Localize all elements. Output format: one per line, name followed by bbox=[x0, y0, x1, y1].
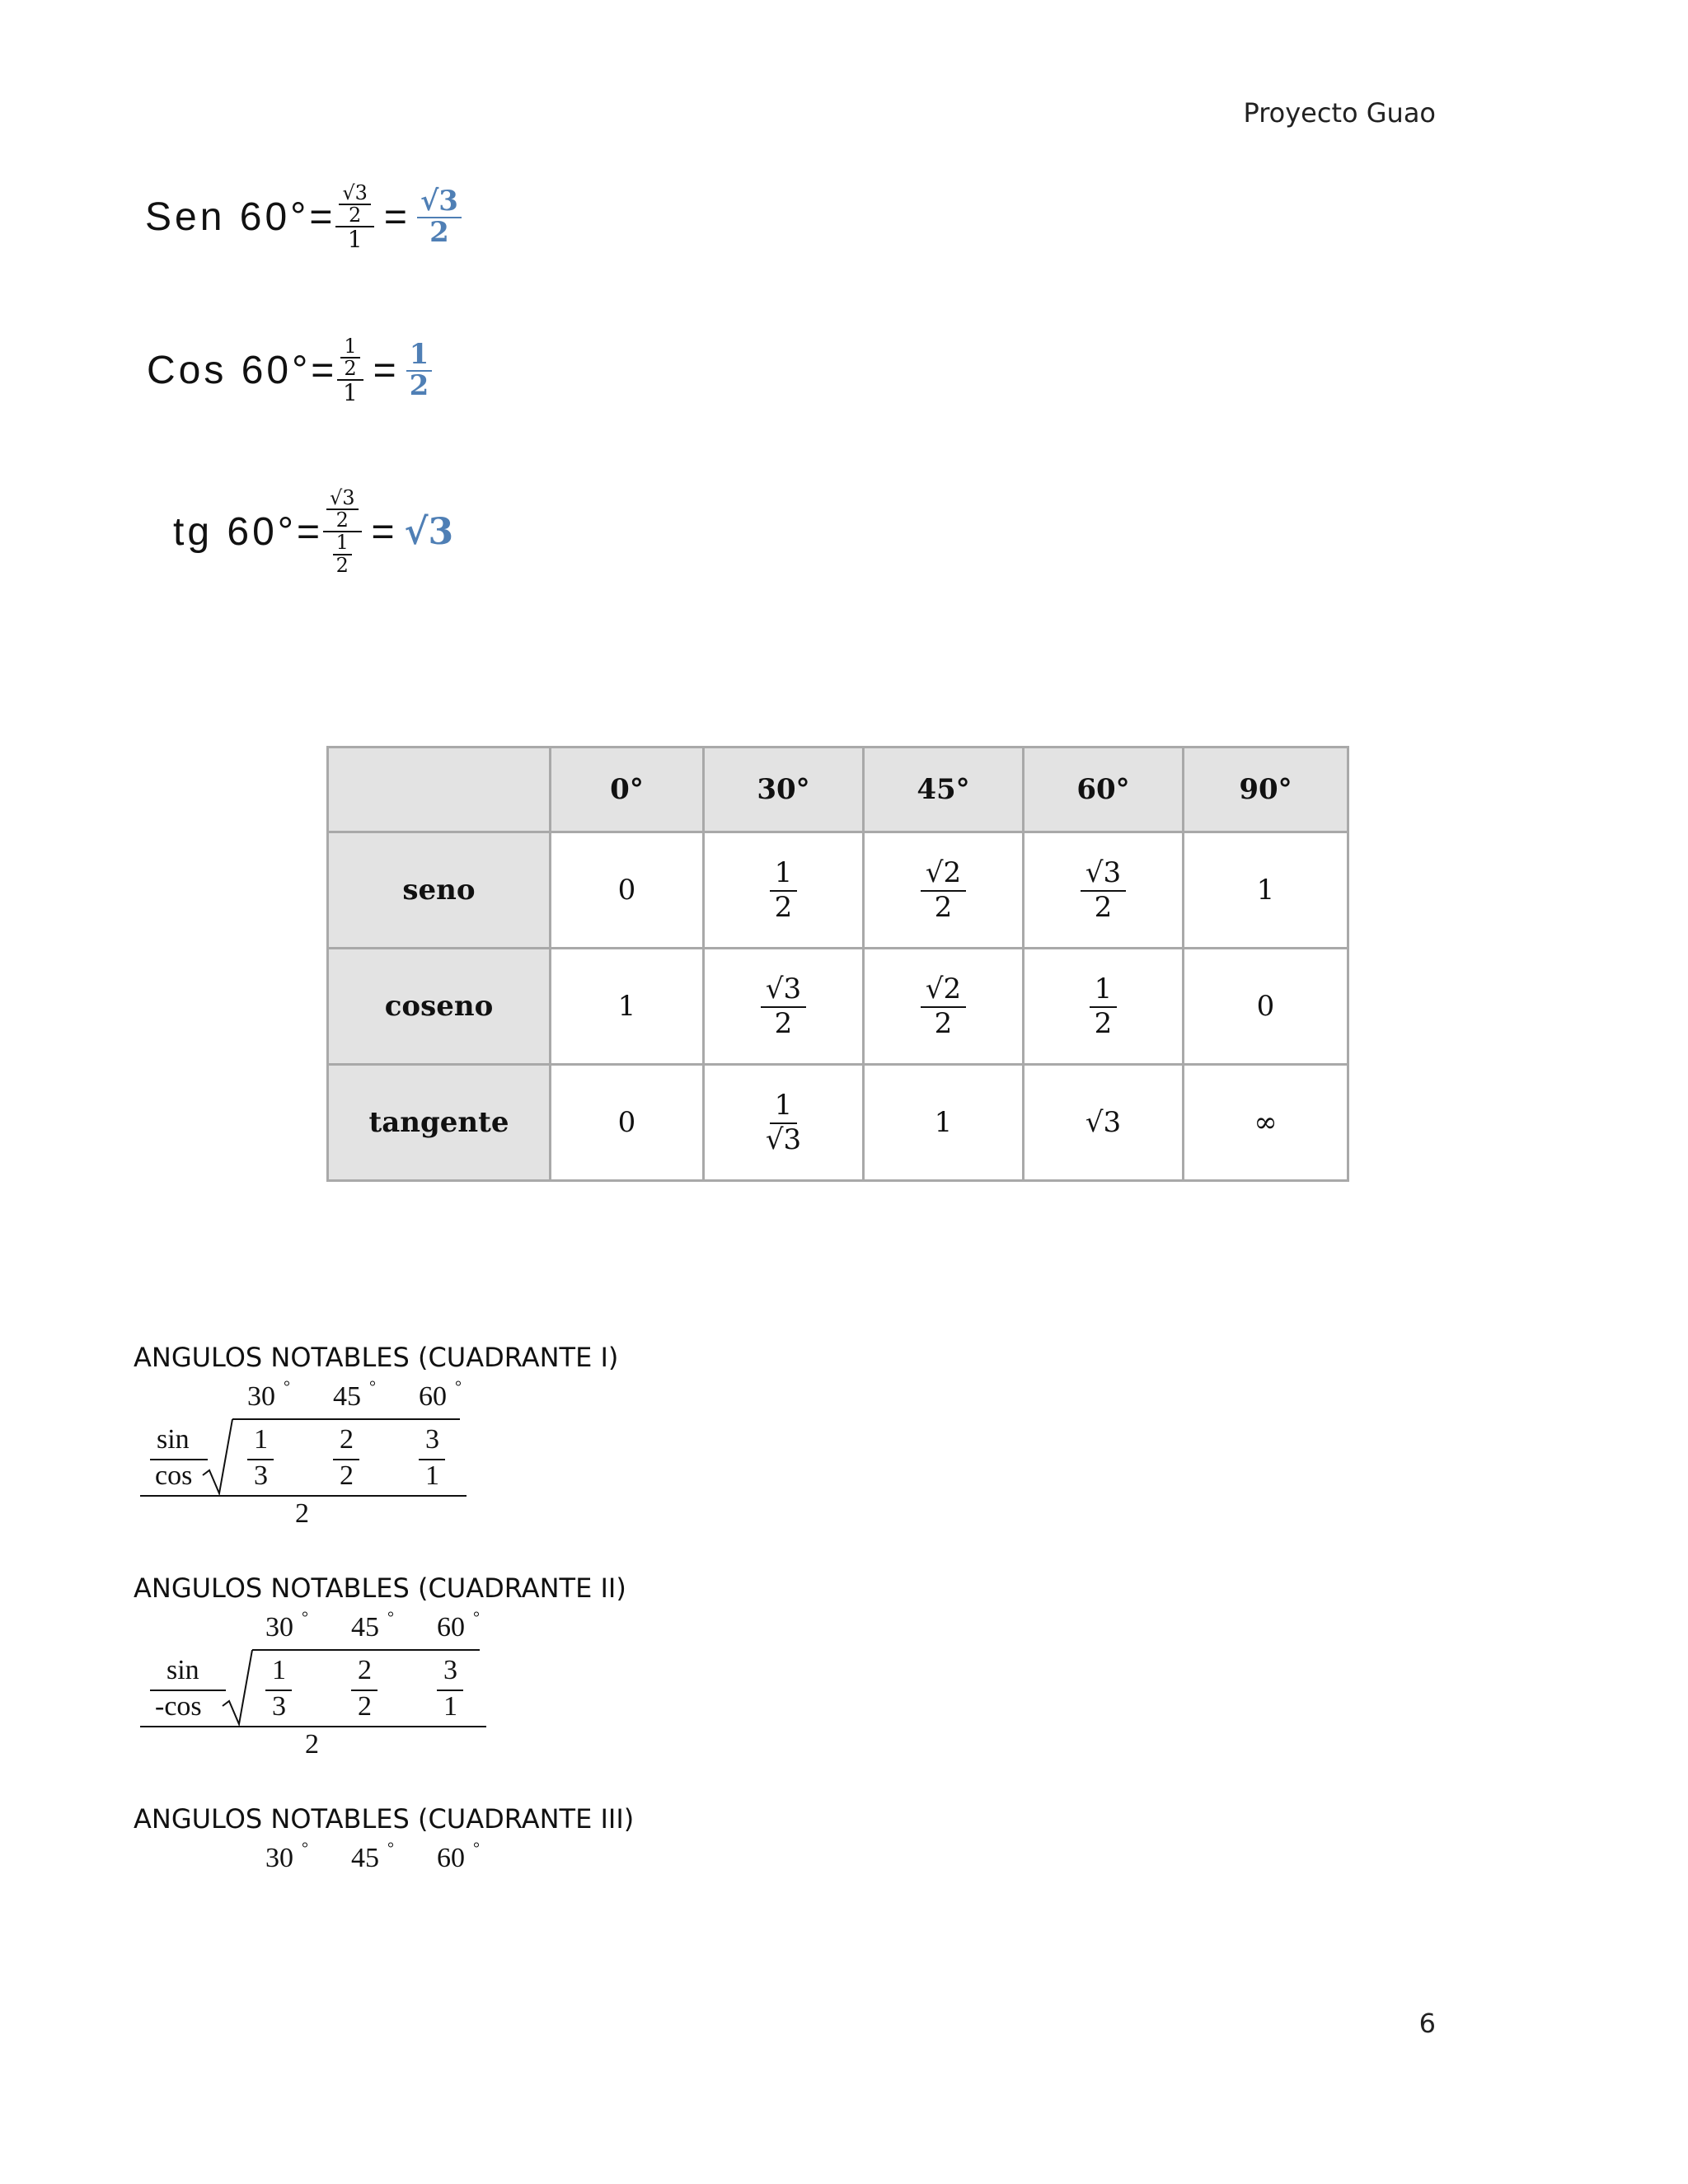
section-title-cuadrante-3: ANGULOS NOTABLES (CUADRANTE III) bbox=[134, 1803, 635, 1835]
equation-cos-60 bbox=[147, 336, 432, 405]
angle-label: 30 bbox=[265, 1612, 293, 1643]
radical-sign bbox=[201, 1418, 234, 1495]
row-label-sin: sin bbox=[157, 1424, 190, 1455]
radical-sign bbox=[221, 1648, 254, 1726]
equation-label: Sen 60°= bbox=[145, 195, 336, 240]
row-label-sin: sin bbox=[166, 1655, 199, 1685]
table-cell: 0 bbox=[1184, 949, 1348, 1065]
table-header-cell: 0° bbox=[551, 748, 704, 832]
table-cell: 0 bbox=[551, 1065, 704, 1181]
mnemonic-cuadrante-1: 30 ° 45 ° 60 ° sin cos 1 3 2 2 3 1 2 bbox=[132, 1376, 478, 1533]
table-cell: $\frac{1}{2}$ bbox=[1024, 949, 1184, 1065]
equation-label: Cos 60°= bbox=[147, 349, 338, 393]
table-header-row bbox=[328, 748, 1348, 832]
result-fraction: $\frac{1}{2}$ bbox=[406, 340, 433, 401]
table-cell: 1 bbox=[551, 949, 704, 1065]
equation-sen-60 bbox=[145, 183, 462, 252]
table-cell: ∞ bbox=[1184, 1065, 1348, 1181]
section-title-cuadrante-1: ANGULOS NOTABLES (CUADRANTE I) bbox=[134, 1342, 619, 1373]
compound-fraction: $\frac{\frac{√3}{2}}{\frac{1}{2}}$ bbox=[323, 488, 362, 576]
table-cell: $\frac{1}{√3}$ bbox=[704, 1065, 864, 1181]
equals-sign: = bbox=[371, 509, 395, 554]
angle-label: 45 bbox=[351, 1612, 379, 1643]
table-header-cell: 45° bbox=[864, 748, 1024, 832]
compound-fraction: $\frac{\frac{√3}{2}}{1}$ bbox=[335, 183, 374, 252]
row-label: seno bbox=[328, 832, 551, 949]
table-cell: $\frac{√2}{2}$ bbox=[864, 949, 1024, 1065]
table-cell: $\frac{√2}{2}$ bbox=[864, 832, 1024, 949]
equals-sign: = bbox=[373, 349, 396, 393]
result-value: √3 bbox=[404, 510, 454, 553]
table-corner-cell bbox=[328, 748, 551, 832]
angle-label: 45 bbox=[333, 1381, 361, 1412]
table-header-cell: 60° bbox=[1024, 748, 1184, 832]
table-row bbox=[328, 949, 1348, 1065]
table-cell: $\frac{√3}{2}$ bbox=[704, 949, 864, 1065]
angle-label: 45 bbox=[351, 1843, 379, 1873]
compound-fraction: $\frac{\frac{1}{2}}{1}$ bbox=[337, 336, 363, 405]
table-row bbox=[328, 1065, 1348, 1181]
table-cell: 1 bbox=[1184, 832, 1348, 949]
page-number: 6 bbox=[1418, 2008, 1436, 2039]
row-label-cos: cos bbox=[155, 1460, 193, 1491]
angle-label: 60 bbox=[437, 1843, 465, 1873]
divisor: 2 bbox=[305, 1729, 319, 1760]
table-cell: 0 bbox=[551, 832, 704, 949]
equals-sign: = bbox=[383, 195, 407, 240]
mnemonic-cuadrante-2: 30 ° 45 ° 60 ° sin -cos 1 3 2 2 3 1 2 bbox=[132, 1607, 495, 1764]
angle-label: 30 bbox=[247, 1381, 275, 1412]
angle-label: 60 bbox=[419, 1381, 447, 1412]
page-header: Proyecto Guao bbox=[1243, 97, 1436, 129]
row-label: coseno bbox=[328, 949, 551, 1065]
row-label: tangente bbox=[328, 1065, 551, 1181]
table-cell: √3 bbox=[1024, 1065, 1184, 1181]
table-cell: 1 bbox=[864, 1065, 1024, 1181]
table-cell: $\frac{1}{2}$ bbox=[704, 832, 864, 949]
mnemonic-cuadrante-3: 30 ° 45 ° 60 ° bbox=[265, 1840, 480, 1873]
equation-label: tg 60°= bbox=[173, 509, 323, 554]
angle-label: 60 bbox=[437, 1612, 465, 1643]
trig-values-table bbox=[326, 746, 1349, 1182]
table-header-cell: 30° bbox=[704, 748, 864, 832]
section-title-cuadrante-2: ANGULOS NOTABLES (CUADRANTE II) bbox=[134, 1572, 626, 1604]
equation-tg-60 bbox=[173, 488, 453, 576]
table-cell: $\frac{√3}{2}$ bbox=[1024, 832, 1184, 949]
table-row bbox=[328, 832, 1348, 949]
row-label-neg-cos: -cos bbox=[155, 1691, 202, 1722]
angle-label: 30 bbox=[265, 1843, 293, 1873]
table-header-cell: 90° bbox=[1184, 748, 1348, 832]
result-fraction: $\frac{√3}{2}$ bbox=[417, 187, 462, 247]
divisor: 2 bbox=[295, 1498, 309, 1529]
